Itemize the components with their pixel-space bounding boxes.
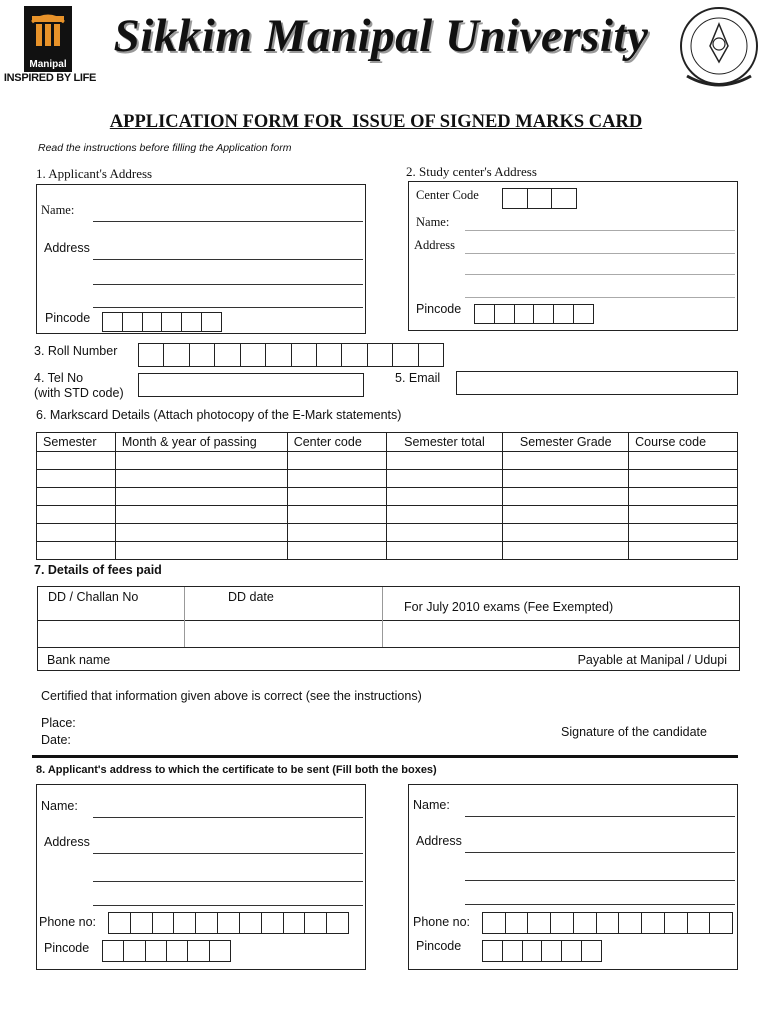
box2-name-field[interactable]	[465, 816, 735, 817]
box2-address-label: Address	[416, 834, 462, 848]
university-seal-icon	[672, 2, 766, 94]
bank-name-label: Bank name	[47, 653, 111, 667]
table-row	[37, 470, 738, 488]
roll-number-boxes[interactable]	[138, 343, 444, 367]
fee-exempt-field[interactable]	[383, 621, 739, 647]
box1-address-label: Address	[44, 835, 90, 849]
box2-phone-label: Phone no:	[413, 915, 470, 929]
box2-phone-boxes[interactable]	[482, 912, 733, 934]
date-label: Date:	[41, 733, 71, 747]
applicant-pincode-label: Pincode	[45, 311, 91, 325]
form-instruction: Read the instructions before filling the Application form	[38, 142, 292, 154]
center-code-boxes[interactable]	[502, 188, 577, 209]
section-6-heading: 6. Markscard Details (Attach photocopy of the E-Mark statements)	[36, 408, 402, 422]
box1-address-line-2[interactable]	[93, 881, 363, 882]
signature-label: Signature of the candidate	[561, 725, 707, 739]
box1-phone-boxes[interactable]	[108, 912, 349, 934]
applicant-pincode-boxes[interactable]	[102, 312, 222, 332]
table-row	[37, 524, 738, 542]
col-course-code: Course code	[629, 433, 738, 452]
table-row	[37, 488, 738, 506]
box2-address-line-1[interactable]	[465, 852, 735, 853]
applicant-address-line-2[interactable]	[93, 284, 363, 285]
table-row	[37, 542, 738, 560]
section-divider	[32, 755, 738, 758]
col-semester-total: Semester total	[386, 433, 503, 452]
center-name-field[interactable]	[465, 230, 735, 231]
box1-pincode-boxes[interactable]	[102, 940, 231, 962]
box2-pincode-label: Pincode	[416, 939, 462, 953]
section-1-heading: 1. Applicant's Address	[36, 166, 153, 181]
col-semester: Semester	[37, 433, 116, 452]
center-address-line-1[interactable]	[465, 253, 735, 254]
center-address-label: Address	[414, 238, 455, 252]
section-8-heading: 8. Applicant's address to which the certificate to be sent (Fill both the boxes)	[36, 764, 437, 776]
center-code-label: Center Code	[416, 188, 479, 202]
dd-date-field[interactable]	[185, 621, 382, 647]
fees-row-divider-2	[38, 647, 739, 648]
section-2-heading: 2. Study center's Address	[406, 164, 537, 179]
box1-phone-label: Phone no:	[39, 915, 96, 929]
dd-challan-field[interactable]	[38, 621, 184, 647]
table-row	[37, 452, 738, 470]
tel-label-std: (with STD code)	[34, 386, 124, 400]
applicant-name-label: Name:	[41, 203, 75, 217]
box1-name-label: Name:	[41, 799, 78, 813]
dd-challan-label: DD / Challan No	[48, 590, 139, 604]
manipal-logo	[24, 6, 72, 72]
center-address-line-2[interactable]	[465, 274, 735, 275]
section-7-heading: 7. Details of fees paid	[34, 563, 162, 577]
manipal-emblem-icon	[24, 6, 72, 56]
fees-box	[37, 586, 740, 671]
tel-input[interactable]	[138, 373, 364, 397]
center-pincode-label: Pincode	[416, 302, 462, 316]
box1-address-line-1[interactable]	[93, 853, 363, 854]
applicant-address-line-1[interactable]	[93, 259, 363, 260]
box2-address-line-2[interactable]	[465, 880, 735, 881]
logo-text: Manipal	[29, 59, 67, 70]
markscard-header-row	[37, 433, 738, 452]
place-label: Place:	[41, 716, 76, 730]
payable-at-label: Payable at Manipal / Udupi	[577, 653, 727, 667]
center-name-label: Name:	[416, 215, 450, 229]
box1-pincode-label: Pincode	[44, 941, 90, 955]
markscard-table	[36, 432, 738, 560]
tel-label: 4. Tel No	[34, 371, 84, 385]
applicant-address-label: Address	[44, 241, 90, 255]
col-center-code: Center code	[287, 433, 386, 452]
logo-tagline: INSPIRED BY LIFE	[3, 72, 97, 84]
dd-date-label: DD date	[228, 590, 274, 604]
box2-address-line-3[interactable]	[465, 904, 735, 905]
center-pincode-boxes[interactable]	[474, 304, 594, 324]
col-month-year: Month & year of passing	[115, 433, 287, 452]
applicant-name-field[interactable]	[93, 221, 363, 222]
col-semester-grade: Semester Grade	[503, 433, 629, 452]
roll-number-label: 3. Roll Number	[34, 344, 118, 358]
box1-name-field[interactable]	[93, 817, 363, 818]
center-address-line-3[interactable]	[465, 297, 735, 298]
email-label: 5. Email	[395, 371, 441, 385]
email-input[interactable]	[456, 371, 738, 395]
certification-text: Certified that information given above is correct (see the instructions)	[41, 689, 422, 703]
box2-name-label: Name:	[413, 798, 450, 812]
table-row	[37, 506, 738, 524]
form-title: APPLICATION FORM FOR ISSUE OF SIGNED MARKS CARD	[109, 112, 643, 132]
university-name: Sikkim Manipal University	[113, 10, 649, 62]
box1-address-line-3[interactable]	[93, 905, 363, 906]
fee-exempt-label: For July 2010 exams (Fee Exempted)	[404, 600, 614, 614]
applicant-address-line-3[interactable]	[93, 307, 363, 308]
box2-pincode-boxes[interactable]	[482, 940, 602, 962]
